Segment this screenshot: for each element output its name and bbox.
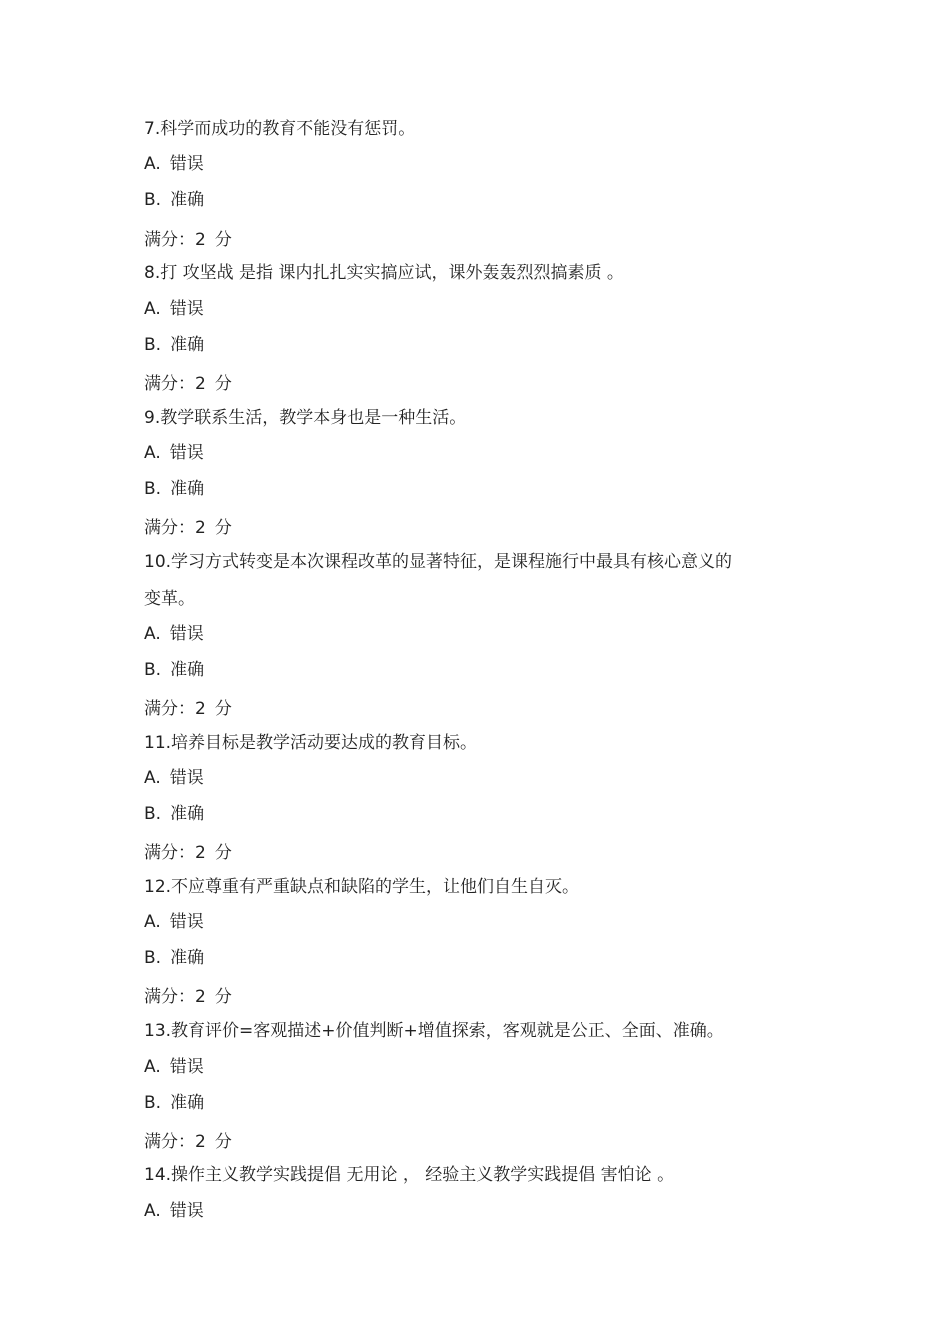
answer-option bbox=[144, 334, 204, 356]
option-letter: A. bbox=[144, 1057, 161, 1077]
option-text: 错误 bbox=[169, 912, 204, 932]
question-number: 13. bbox=[144, 1021, 172, 1041]
answer-option bbox=[144, 1056, 204, 1078]
option-text: 准确 bbox=[170, 804, 205, 824]
answer-option bbox=[144, 767, 204, 789]
question-number: 7. bbox=[144, 119, 161, 139]
score-value: 2 bbox=[195, 1132, 206, 1152]
score-label: 满分： bbox=[144, 374, 195, 394]
question-stem bbox=[144, 1020, 724, 1042]
question-number: 8. bbox=[144, 263, 161, 283]
score-value: 2 bbox=[195, 987, 206, 1007]
question-number: 14. bbox=[144, 1165, 172, 1185]
score-unit: 分 bbox=[214, 518, 232, 538]
score-label: 满分： bbox=[144, 518, 195, 538]
question-text: 培养目标是教学活动要达成的教育目标。 bbox=[171, 733, 478, 753]
answer-option bbox=[144, 478, 204, 500]
question-text: 教育评价=客观描述+价值判断+增值探索，客观就是公正、全面、准确。 bbox=[171, 1021, 724, 1041]
question-text: 变革。 bbox=[144, 589, 195, 609]
option-text: 错误 bbox=[169, 624, 204, 644]
option-letter: B. bbox=[144, 660, 162, 680]
answer-option bbox=[144, 623, 204, 645]
question-stem bbox=[144, 407, 466, 429]
question-text: 打 攻坚战 是指 课内扎扎实实搞应试，课外轰轰烈烈搞素质 。 bbox=[160, 263, 624, 283]
question-stem bbox=[144, 1164, 674, 1186]
score-value: 2 bbox=[195, 230, 206, 250]
score-unit: 分 bbox=[214, 699, 232, 719]
option-letter: A. bbox=[144, 1201, 161, 1221]
score-value: 2 bbox=[195, 518, 206, 538]
option-text: 错误 bbox=[169, 1057, 204, 1077]
score-label: 满分： bbox=[144, 1132, 195, 1152]
score-unit: 分 bbox=[214, 1132, 232, 1152]
answer-option bbox=[144, 298, 204, 320]
option-letter: B. bbox=[144, 804, 162, 824]
option-letter: A. bbox=[144, 299, 161, 319]
option-text: 错误 bbox=[169, 1201, 204, 1221]
option-text: 准确 bbox=[170, 948, 205, 968]
question-number: 9. bbox=[144, 408, 161, 428]
option-letter: B. bbox=[144, 1093, 162, 1113]
answer-option bbox=[144, 911, 204, 933]
question-stem bbox=[144, 732, 477, 754]
answer-option bbox=[144, 153, 204, 175]
score-line bbox=[144, 229, 232, 251]
option-letter: B. bbox=[144, 190, 162, 210]
option-letter: B. bbox=[144, 479, 162, 499]
option-text: 错误 bbox=[169, 299, 204, 319]
question-stem bbox=[144, 551, 732, 573]
score-unit: 分 bbox=[214, 987, 232, 1007]
answer-option bbox=[144, 442, 204, 464]
question-text: 科学而成功的教育不能没有惩罚。 bbox=[160, 119, 416, 139]
option-text: 准确 bbox=[170, 660, 205, 680]
option-text: 错误 bbox=[169, 443, 204, 463]
question-text: 学习方式转变是本次课程改革的显著特征，是课程施行中最具有核心意义的 bbox=[171, 552, 733, 572]
score-value: 2 bbox=[195, 843, 206, 863]
score-line bbox=[144, 842, 232, 864]
option-text: 准确 bbox=[170, 1093, 205, 1113]
answer-option bbox=[144, 1092, 204, 1114]
question-number: 12. bbox=[144, 877, 172, 897]
score-value: 2 bbox=[195, 374, 206, 394]
question-text: 操作主义教学实践提倡 无用论 ， 经验主义教学实践提倡 害怕论 。 bbox=[171, 1165, 675, 1185]
score-label: 满分： bbox=[144, 843, 195, 863]
answer-option bbox=[144, 1200, 204, 1222]
question-stem bbox=[144, 876, 579, 898]
option-letter: A. bbox=[144, 443, 161, 463]
option-text: 准确 bbox=[170, 190, 205, 210]
option-letter: A. bbox=[144, 768, 161, 788]
option-letter: B. bbox=[144, 335, 162, 355]
option-letter: A. bbox=[144, 912, 161, 932]
option-text: 错误 bbox=[169, 154, 204, 174]
score-line bbox=[144, 517, 232, 539]
score-label: 满分： bbox=[144, 699, 195, 719]
score-value: 2 bbox=[195, 699, 206, 719]
answer-option bbox=[144, 659, 204, 681]
score-label: 满分： bbox=[144, 230, 195, 250]
option-letter: B. bbox=[144, 948, 162, 968]
question-number: 10. bbox=[144, 552, 172, 572]
option-text: 准确 bbox=[170, 479, 205, 499]
question-text: 不应尊重有严重缺点和缺陷的学生，让他们自生自灭。 bbox=[171, 877, 580, 897]
question-number: 11. bbox=[144, 733, 172, 753]
option-letter: A. bbox=[144, 624, 161, 644]
question-text: 教学联系生活，教学本身也是一种生活。 bbox=[160, 408, 467, 428]
score-line bbox=[144, 1131, 232, 1153]
score-unit: 分 bbox=[214, 374, 232, 394]
answer-option bbox=[144, 947, 204, 969]
score-line bbox=[144, 986, 232, 1008]
question-stem bbox=[144, 118, 415, 140]
option-letter: A. bbox=[144, 154, 161, 174]
answer-option bbox=[144, 189, 204, 211]
question-stem-continued bbox=[144, 588, 195, 610]
score-unit: 分 bbox=[214, 843, 232, 863]
option-text: 准确 bbox=[170, 335, 205, 355]
question-stem bbox=[144, 262, 624, 284]
score-unit: 分 bbox=[214, 230, 232, 250]
score-line bbox=[144, 373, 232, 395]
answer-option bbox=[144, 803, 204, 825]
score-label: 满分： bbox=[144, 987, 195, 1007]
score-line bbox=[144, 698, 232, 720]
option-text: 错误 bbox=[169, 768, 204, 788]
